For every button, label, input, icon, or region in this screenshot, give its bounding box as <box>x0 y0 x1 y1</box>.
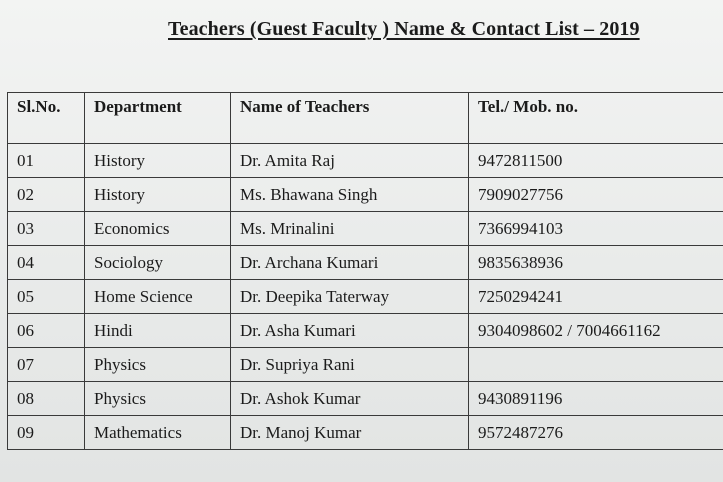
teacher-contact-table <box>7 92 723 450</box>
header-department: Department <box>85 93 231 144</box>
cell-telephone: 7909027756 <box>469 178 723 212</box>
cell-department: Home Science <box>85 280 231 314</box>
table-header-row <box>8 93 723 144</box>
table-row <box>8 212 723 246</box>
cell-telephone: 9304098602 / 7004661162 <box>469 314 723 348</box>
cell-teacher-name: Ms. Bhawana Singh <box>231 178 469 212</box>
header-sl-no: Sl.No. <box>8 93 85 144</box>
table-row <box>8 314 723 348</box>
cell-department: Hindi <box>85 314 231 348</box>
cell-telephone: 9572487276 <box>469 416 723 450</box>
cell-telephone <box>469 348 723 382</box>
cell-teacher-name: Dr. Ashok Kumar <box>231 382 469 416</box>
table-row <box>8 280 723 314</box>
cell-sl-no: 04 <box>8 246 85 280</box>
header-teacher-name: Name of Teachers <box>231 93 469 144</box>
cell-sl-no: 03 <box>8 212 85 246</box>
cell-sl-no: 06 <box>8 314 85 348</box>
cell-department: Mathematics <box>85 416 231 450</box>
cell-telephone: 9472811500 <box>469 144 723 178</box>
header-telephone: Tel./ Mob. no. <box>469 93 723 144</box>
cell-teacher-name: Dr. Archana Kumari <box>231 246 469 280</box>
cell-teacher-name: Dr. Asha Kumari <box>231 314 469 348</box>
cell-teacher-name: Dr. Manoj Kumar <box>231 416 469 450</box>
cell-teacher-name: Ms. Mrinalini <box>231 212 469 246</box>
table-row <box>8 144 723 178</box>
cell-telephone: 7366994103 <box>469 212 723 246</box>
cell-teacher-name: Dr. Amita Raj <box>231 144 469 178</box>
table-row <box>8 348 723 382</box>
table-row <box>8 178 723 212</box>
cell-sl-no: 07 <box>8 348 85 382</box>
cell-department: Economics <box>85 212 231 246</box>
cell-department: Physics <box>85 348 231 382</box>
cell-sl-no: 02 <box>8 178 85 212</box>
cell-teacher-name: Dr. Supriya Rani <box>231 348 469 382</box>
table-row <box>8 416 723 450</box>
cell-telephone: 7250294241 <box>469 280 723 314</box>
cell-telephone: 9430891196 <box>469 382 723 416</box>
cell-department: History <box>85 178 231 212</box>
cell-sl-no: 08 <box>8 382 85 416</box>
cell-department: Sociology <box>85 246 231 280</box>
cell-sl-no: 01 <box>8 144 85 178</box>
cell-sl-no: 09 <box>8 416 85 450</box>
cell-teacher-name: Dr. Deepika Taterway <box>231 280 469 314</box>
document-title: Teachers (Guest Faculty ) Name & Contact List – 2019 <box>168 18 640 40</box>
table-row <box>8 382 723 416</box>
cell-department: Physics <box>85 382 231 416</box>
cell-department: History <box>85 144 231 178</box>
cell-sl-no: 05 <box>8 280 85 314</box>
cell-telephone: 9835638936 <box>469 246 723 280</box>
table-row <box>8 246 723 280</box>
